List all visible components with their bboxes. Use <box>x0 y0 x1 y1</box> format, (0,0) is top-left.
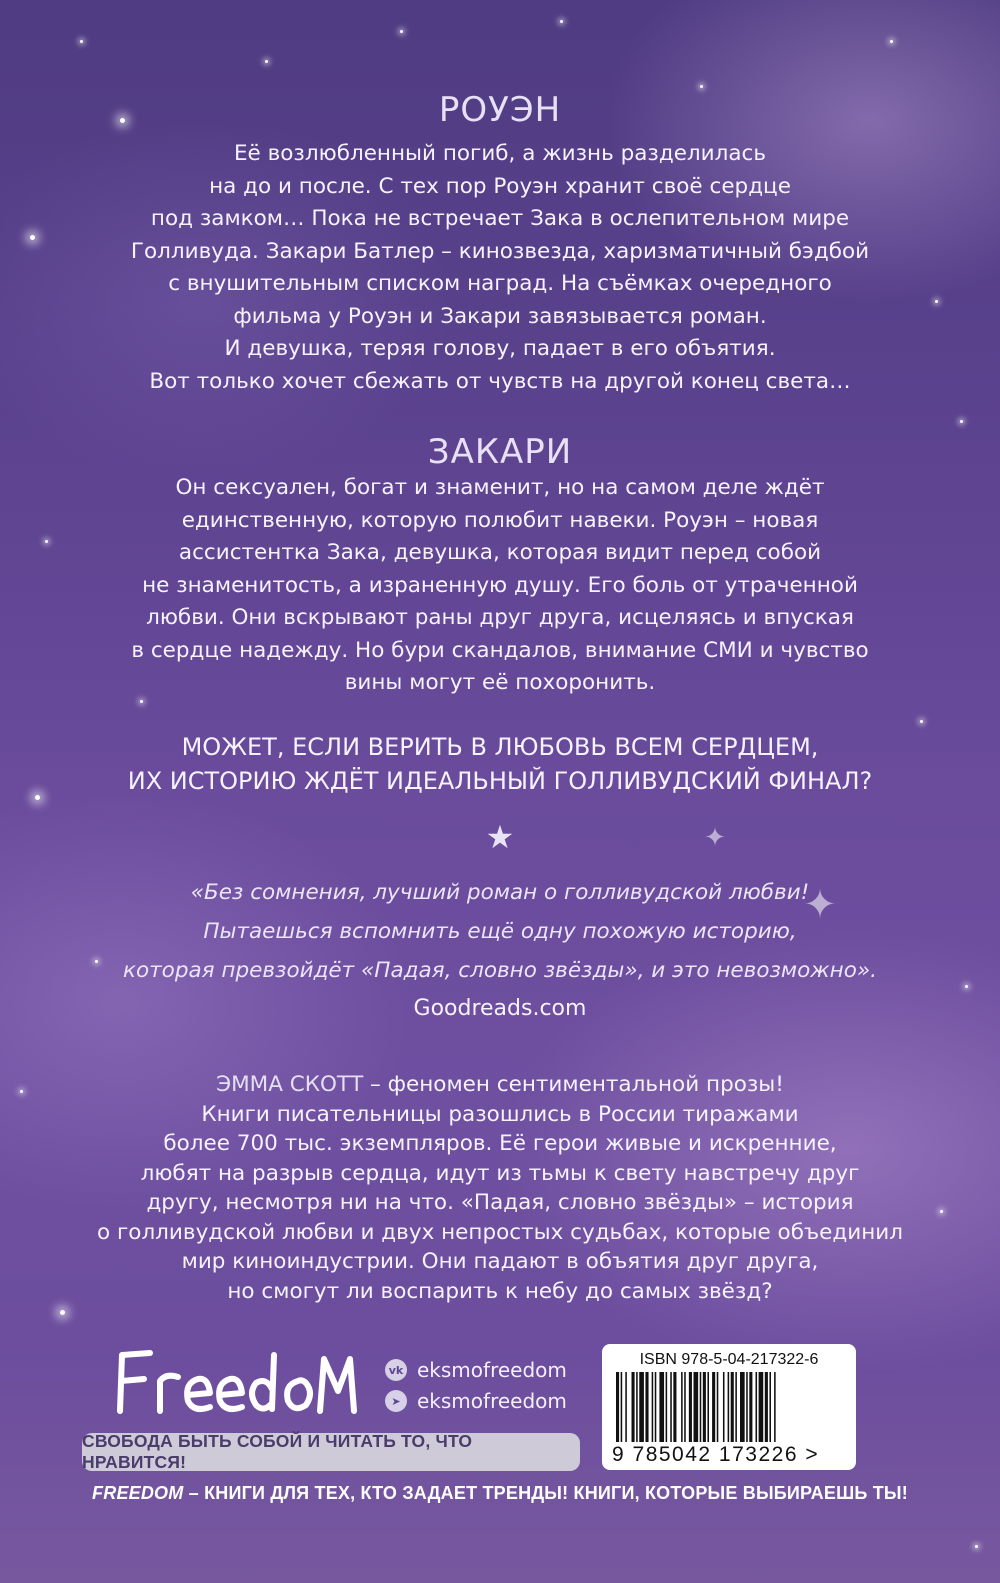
text-fragment: – феномен сентиментальной прозы! <box>363 1072 784 1097</box>
barcode-bar <box>749 1372 752 1442</box>
text-line: единственную, которую полюбит навеки. Роуэн – новая <box>181 507 819 533</box>
barcode-bar <box>621 1372 623 1442</box>
text-line: более 700 тыс. экземпляров. Её герои живые и искренние, <box>163 1131 837 1156</box>
section-heading-zachary: ЗАКАРИ <box>427 432 573 472</box>
text-line: о голливудской любви и двух непростых судьбах, которые объединил <box>97 1219 903 1245</box>
barcode-bar <box>681 1372 683 1442</box>
text-line: вины могут её похоронить. <box>344 670 656 695</box>
section-body-zachary <box>60 472 940 700</box>
barcode-bar <box>746 1372 748 1442</box>
text-line: фильма у Роуэн и Закари завязывается роман. <box>233 303 767 329</box>
text-line: И девушка, теряя голову, падает в его объятия. <box>224 336 776 361</box>
barcode-bar <box>636 1372 638 1442</box>
barcode-bar <box>717 1372 719 1442</box>
barcode-bar <box>684 1372 686 1442</box>
barcode-bar <box>731 1372 734 1442</box>
text-line: в сердце надежду. Но бури скандалов, внимание СМИ и чувство <box>131 637 869 663</box>
barcode-bar <box>707 1372 709 1442</box>
barcode-bar <box>670 1372 672 1442</box>
text-line: Вот только хочет сбежать от чувств на другой конец света… <box>149 368 851 394</box>
review-quote <box>60 873 940 990</box>
telegram-icon: ➤ <box>385 1390 407 1412</box>
slogan-text: СВОБОДА БЫТЬ СОБОЙ И ЧИТАТЬ ТО, ЧТО НРАВИТСЯ! <box>82 1431 473 1472</box>
text-line: под замком… Пока не встречает Зака в ослепительном мире <box>150 206 850 231</box>
barcode-bar <box>765 1372 768 1442</box>
text-line: Пытаешься вспомнить ещё одну похожую историю, <box>203 919 797 944</box>
text-line: на до и после. С тех пор Роуэн хранит своё сердце <box>209 173 791 199</box>
barcode-bar <box>700 1372 702 1442</box>
barcode-bar <box>689 1372 692 1442</box>
barcode-graphic <box>612 1372 846 1442</box>
social-handle: eksmofreedom <box>417 1358 567 1382</box>
publisher-slogan <box>82 1433 580 1471</box>
text-line: любви. Они вскрывают раны друг друга, исцеляясь и впуская <box>146 605 854 630</box>
barcode-bar <box>774 1372 776 1442</box>
vk-icon: vk <box>385 1359 407 1381</box>
text-line: но смогут ли воспарить к небу до самых звёзд? <box>227 1278 773 1304</box>
author-name: ЭММА СКОТТ <box>216 1072 364 1097</box>
author-bio <box>50 1070 950 1306</box>
barcode-digits: 9 785042 173226 > <box>612 1443 820 1466</box>
section-heading-rowan: РОУЭН <box>438 90 562 130</box>
barcode-bar <box>632 1372 635 1442</box>
barcode-bar <box>735 1372 737 1442</box>
barcode-bar <box>728 1372 730 1442</box>
text-line: ИХ ИСТОРИЮ ЖДЁТ ИДЕАЛЬНЫЙ ГОЛЛИВУДСКИЙ ФИНАЛ? <box>127 767 873 795</box>
tagline-brand: FREEDOM <box>92 1483 184 1503</box>
barcode-bar <box>645 1372 648 1442</box>
barcode-bar <box>616 1372 619 1442</box>
text-line: с внушительным списком наград. На съёмках очередного <box>168 271 832 296</box>
text-line: Книги писательницы разошлись в России тиражами <box>201 1101 799 1127</box>
publisher-tagline <box>0 1483 1000 1504</box>
section-body-rowan <box>60 138 940 398</box>
barcode-panel <box>602 1344 856 1470</box>
barcode-bar <box>625 1372 627 1442</box>
barcode-bar <box>659 1372 664 1442</box>
text-line: мир киноиндустрии. Они падают в объятия друг друга, <box>181 1249 819 1274</box>
barcode-bar <box>759 1372 764 1442</box>
social-telegram[interactable] <box>385 1389 567 1413</box>
tagline-text: – КНИГИ ДЛЯ ТЕХ, КТО ЗАДАЕТ ТРЕНДЫ! КНИГИ, КОТОРЫЕ ВЫБИРАЕШЬ ТЫ! <box>183 1483 908 1503</box>
text-line: любят на разрыв сердца, идут из тьмы к свету навстречу друг <box>140 1160 860 1186</box>
barcode-bar <box>723 1372 725 1442</box>
text-line: Голливуда. Закари Батлер – кинозвезда, харизматичный бэдбой <box>130 238 870 264</box>
text-line: другу, несмотря ни на что. «Падая, словно звёзды» – история <box>146 1190 854 1215</box>
closing-question <box>60 730 940 798</box>
text-line: Он сексуален, богат и знаменит, но на самом деле ждёт <box>175 475 825 500</box>
barcode-bar <box>740 1372 745 1442</box>
starfield-background: ✦ ✦ <box>0 0 1000 1583</box>
text-line: МОЖЕТ, ЕСЛИ ВЕРИТЬ В ЛЮБОВЬ ВСЕМ СЕРДЦЕМ, <box>181 733 819 761</box>
barcode-bar <box>712 1372 715 1442</box>
freedom-logo <box>110 1345 360 1417</box>
text-line: которая превзойдёт «Падая, словно звёзды», и это невозможно». <box>123 958 877 983</box>
barcode-bar <box>694 1372 699 1442</box>
barcode-bar <box>756 1372 758 1442</box>
text-line: «Без сомнения, лучший роман о голливудской любви! <box>190 880 810 905</box>
social-vk[interactable] <box>385 1358 567 1382</box>
barcode-bar <box>639 1372 644 1442</box>
barcode-bar <box>655 1372 657 1442</box>
text-line: Её возлюбленный погиб, а жизнь разделилась <box>233 141 767 166</box>
barcode-bar <box>673 1372 676 1442</box>
text-line <box>50 1070 950 1100</box>
barcode-bar <box>652 1372 654 1442</box>
barcode-bar <box>703 1372 706 1442</box>
star-divider-icon: ★ <box>485 818 515 856</box>
text-line: ассистентка Зака, девушка, которая видит перед собой <box>178 540 822 565</box>
social-handle: eksmofreedom <box>417 1389 567 1413</box>
text-line: не знаменитость, а израненную душу. Его боль от утраченной <box>142 572 858 598</box>
review-source: Goodreads.com <box>413 996 587 1021</box>
barcode-bar <box>769 1372 771 1442</box>
barcode-bar <box>666 1372 668 1442</box>
isbn-number: ISBN 978-5-04-217322-6 <box>639 1351 819 1368</box>
